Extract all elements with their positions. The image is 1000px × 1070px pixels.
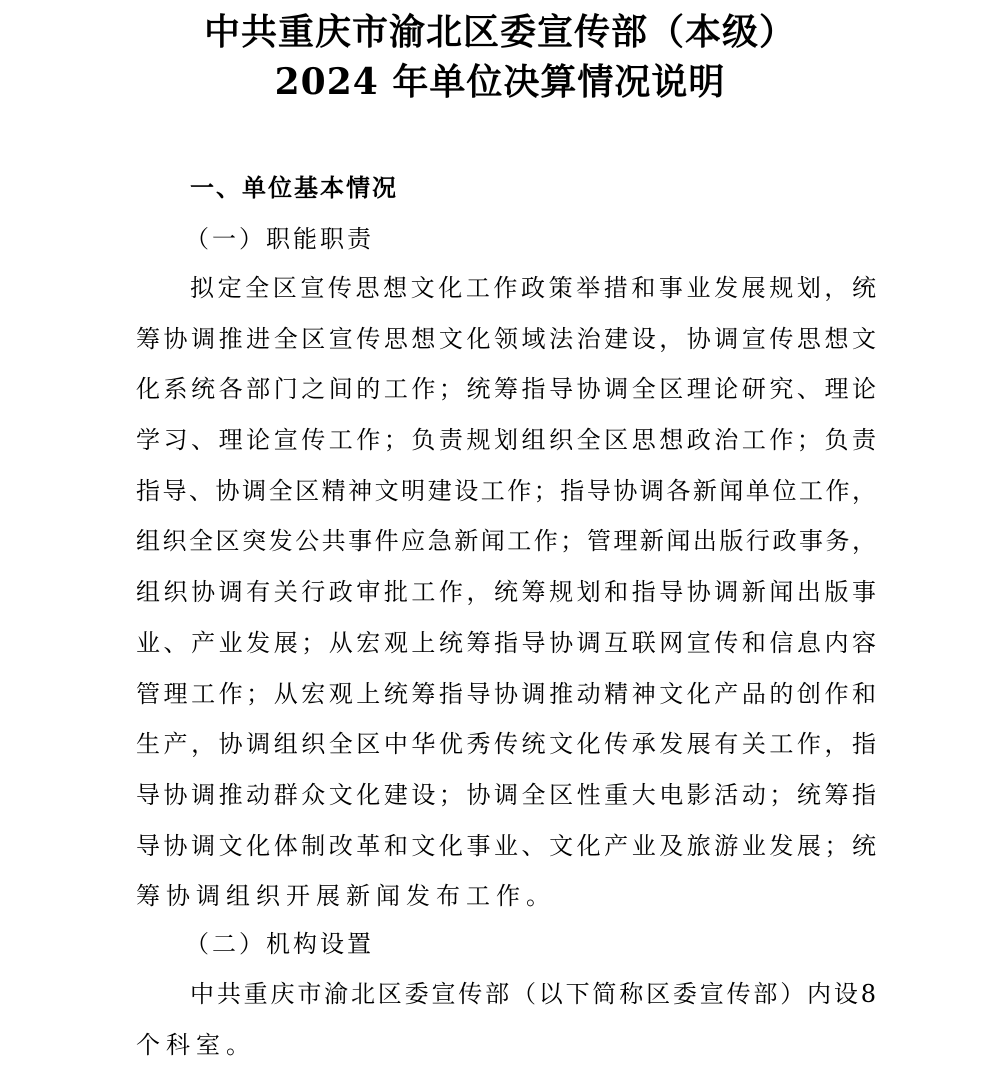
paragraph-line: 导协调推动群众文化建设；协调全区性重大电影活动；统筹指 <box>136 780 876 809</box>
paragraph-functions <box>136 263 876 922</box>
paragraph-line: 个科室。 <box>136 1030 256 1059</box>
document-title-line2: 2024 年单位决算情况说明 <box>274 61 726 103</box>
paragraph-line: 拟定全区宣传思想文化工作政策举措和事业发展规划，统 <box>190 274 876 302</box>
paragraph-line: 导协调文化体制改革和文化事业、文化产业及旅游业发展；统 <box>136 831 876 860</box>
paragraph-line: 业、产业发展；从宏观上统筹指导协调互联网宣传和信息内容 <box>136 628 876 657</box>
paragraph-line: 化系统各部门之间的工作；统筹指导协调全区理论研究、理论 <box>136 375 876 404</box>
paragraph-organization <box>136 969 876 1070</box>
paragraph-line: 管理工作；从宏观上统筹指导协调推动精神文化产品的创作和 <box>136 679 876 708</box>
paragraph-line: 生产，协调组织全区中华优秀传统文化传承发展有关工作，指 <box>136 730 876 759</box>
subsection-heading-organization: （二）机构设置 <box>185 930 374 958</box>
section-heading-basic-info: 一、单位基本情况 <box>190 173 398 202</box>
paragraph-line: 组织协调有关行政审批工作，统筹规划和指导协调新闻出版事 <box>136 578 876 607</box>
paragraph-line: 筹协调推进全区宣传思想文化领域法治建设，协调宣传思想文 <box>136 324 876 353</box>
paragraph-line: 学习、理论宣传工作；负责规划组织全区思想政治工作；负责 <box>136 426 876 455</box>
paragraph-line: 指导、协调全区精神文明建设工作；指导协调各新闻单位工作， <box>136 476 876 505</box>
paragraph-line: 组织全区突发公共事件应急新闻工作；管理新闻出版行政事务， <box>136 527 876 556</box>
paragraph-line: 中共重庆市渝北区委宣传部（以下简称区委宣传部）内设8 <box>190 980 876 1008</box>
subsection-heading-functions: （一）职能职责 <box>185 225 374 253</box>
document-title-line1: 中共重庆市渝北区委宣传部（本级） <box>203 11 796 53</box>
paragraph-line: 筹协调组织开展新闻发布工作。 <box>136 882 556 911</box>
